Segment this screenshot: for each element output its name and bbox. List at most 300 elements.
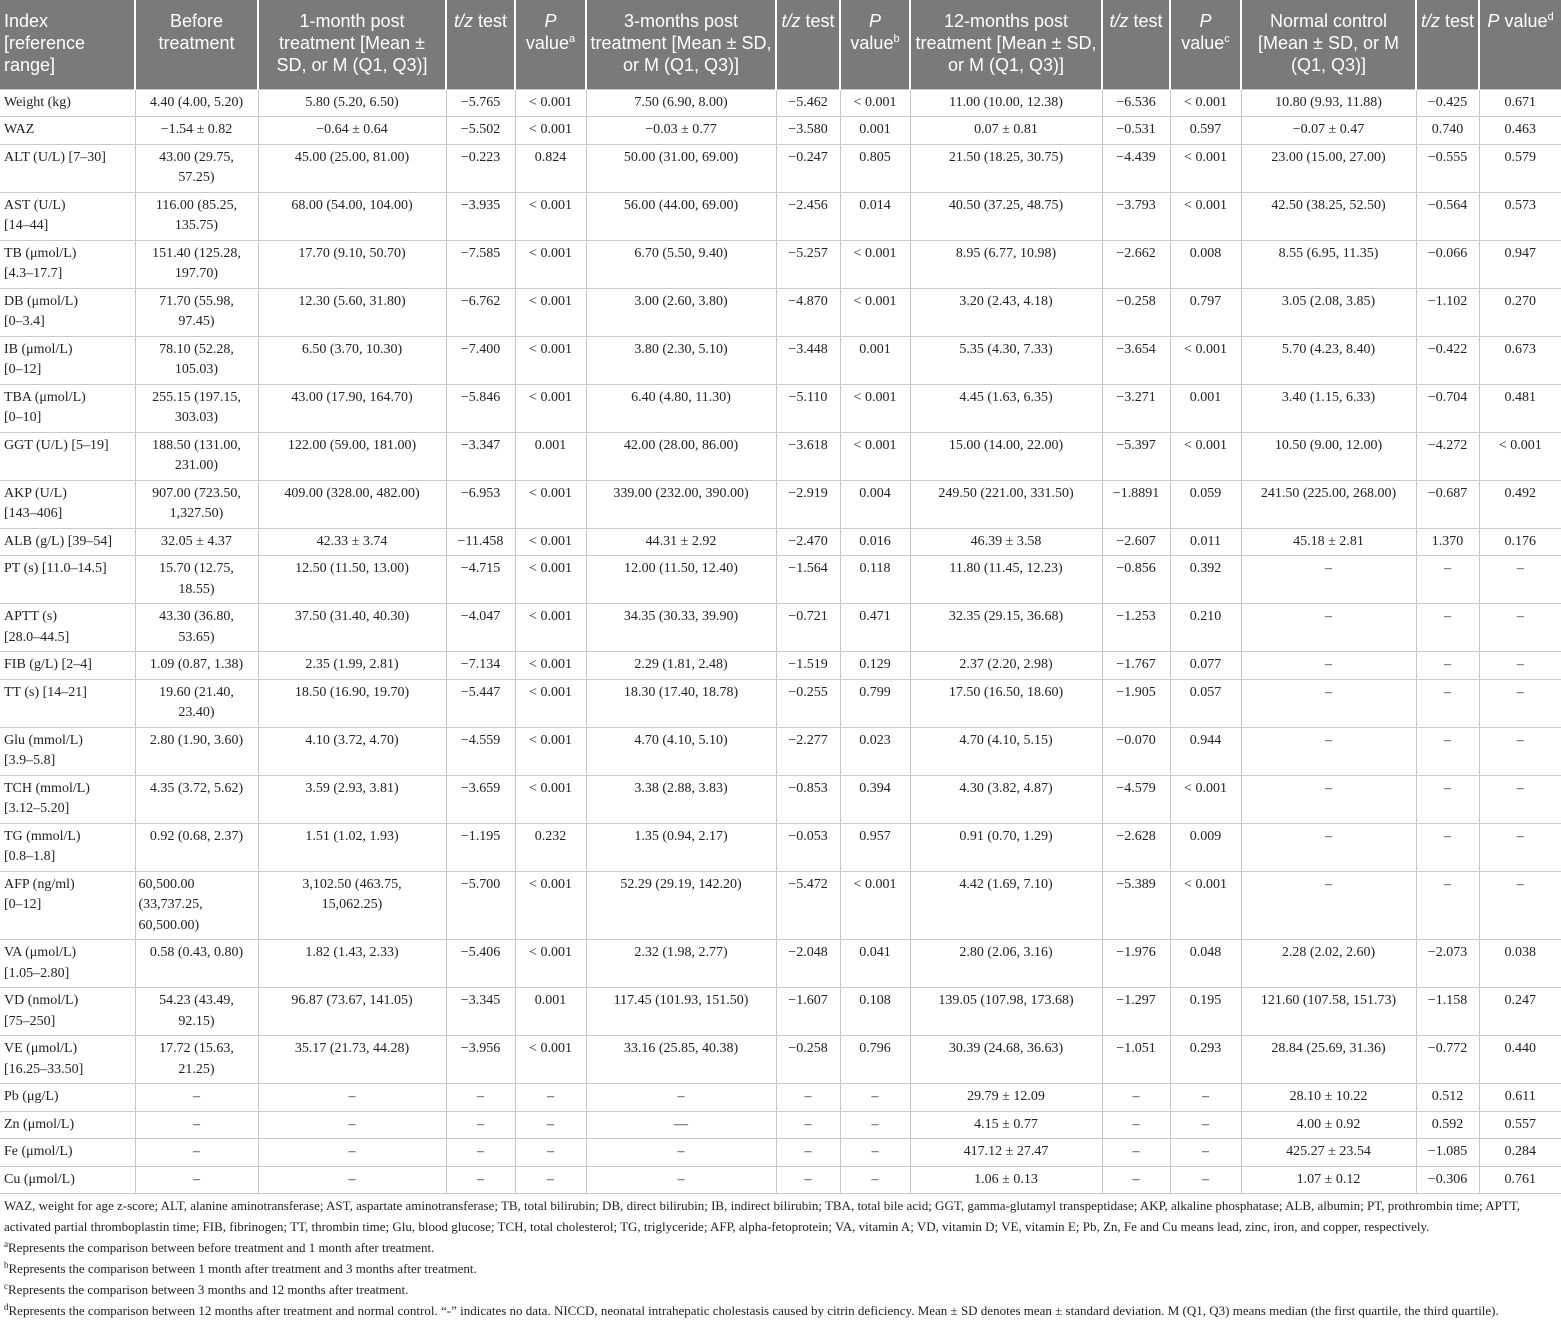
table-cell: 255.15 (197.15, 303.03) — [135, 384, 258, 432]
table-cell: – — [1241, 652, 1416, 680]
table-cell: −1.607 — [776, 988, 840, 1036]
table-cell: 151.40 (125.28, 197.70) — [135, 240, 258, 288]
row-label: TG (mmol/L) [0.8–1.8] — [0, 823, 135, 871]
table-cell: 5.70 (4.23, 8.40) — [1241, 336, 1416, 384]
table-cell: 0.557 — [1479, 1111, 1561, 1139]
table-row — [0, 556, 1561, 604]
table-cell: −0.258 — [776, 1036, 840, 1084]
table-cell: 0.797 — [1170, 288, 1241, 336]
table-cell: −2.470 — [776, 528, 840, 556]
table-cell: −2.662 — [1102, 240, 1170, 288]
table-cell: 10.50 (9.00, 12.00) — [1241, 432, 1416, 480]
table-cell: −2.607 — [1102, 528, 1170, 556]
table-cell: < 0.001 — [515, 528, 586, 556]
table-cell: −3.793 — [1102, 192, 1170, 240]
table-cell: −1.297 — [1102, 988, 1170, 1036]
table-cell: −1.564 — [776, 556, 840, 604]
table-cell: – — [515, 1166, 586, 1194]
row-label: VA (μmol/L) [1.05–2.80] — [0, 940, 135, 988]
table-cell: −5.700 — [446, 871, 515, 940]
table-cell: −0.247 — [776, 144, 840, 192]
table-cell: 0.799 — [840, 679, 910, 727]
table-cell: −0.255 — [776, 679, 840, 727]
row-label: Zn (μmol/L) — [0, 1111, 135, 1139]
table-cell: – — [840, 1166, 910, 1194]
table-cell: 0.048 — [1170, 940, 1241, 988]
table-row — [0, 528, 1561, 556]
table-cell: 12.00 (11.50, 12.40) — [586, 556, 776, 604]
table-row — [0, 652, 1561, 680]
table-cell: −0.687 — [1416, 480, 1479, 528]
table-cell: – — [1479, 652, 1561, 680]
col-tz-4: t/z test — [1416, 0, 1479, 89]
footnote-d: $^d$Represents the comparison between 12 months after treatment and normal control. “-” indicates no data. NICCD, neonatal intrahepatic cholestasis caused by citrin deficiency. Mean ± SD denotes mean ± standard deviation. M (Q1, Q3) means median (the first quartile, the third quartile). — [4, 1302, 1499, 1318]
table-cell: 188.50 (131.00, 231.00) — [135, 432, 258, 480]
table-cell: 0.492 — [1479, 480, 1561, 528]
table-cell: 4.00 ± 0.92 — [1241, 1111, 1416, 1139]
table-cell: −0.853 — [776, 775, 840, 823]
table-cell: 23.00 (15.00, 27.00) — [1241, 144, 1416, 192]
table-cell: 0.001 — [840, 336, 910, 384]
table-cell: 30.39 (24.68, 36.63) — [910, 1036, 1102, 1084]
table-cell: – — [446, 1084, 515, 1112]
table-cell: < 0.001 — [840, 871, 910, 940]
table-cell: −0.053 — [776, 823, 840, 871]
table-cell: 32.05 ± 4.37 — [135, 528, 258, 556]
table-cell: < 0.001 — [1170, 432, 1241, 480]
table-row — [0, 604, 1561, 652]
row-label: DB (μmol/L) [0–3.4] — [0, 288, 135, 336]
table-cell: 241.50 (225.00, 268.00) — [1241, 480, 1416, 528]
table-cell: 29.79 ± 12.09 — [910, 1084, 1102, 1112]
table-cell: – — [258, 1166, 446, 1194]
table-cell: 56.00 (44.00, 69.00) — [586, 192, 776, 240]
table-cell: – — [1241, 679, 1416, 727]
table-cell: 17.50 (16.50, 18.60) — [910, 679, 1102, 727]
table-cell: 19.60 (21.40, 23.40) — [135, 679, 258, 727]
table-cell: 0.512 — [1416, 1084, 1479, 1112]
table-cell: 0.001 — [515, 432, 586, 480]
table-cell: −5.397 — [1102, 432, 1170, 480]
table-cell: −0.564 — [1416, 192, 1479, 240]
table-cell: < 0.001 — [1170, 144, 1241, 192]
table-cell: 5.80 (5.20, 6.50) — [258, 89, 446, 117]
table-cell: 5.35 (4.30, 7.33) — [910, 336, 1102, 384]
row-label: PT (s) [11.0–14.5] — [0, 556, 135, 604]
table-cell: 6.70 (5.50, 9.40) — [586, 240, 776, 288]
table-cell: < 0.001 — [1479, 432, 1561, 480]
table-row — [0, 117, 1561, 145]
table-cell: – — [1479, 727, 1561, 775]
table-row — [0, 823, 1561, 871]
table-cell: 0.394 — [840, 775, 910, 823]
table-cell: 0.92 (0.68, 2.37) — [135, 823, 258, 871]
row-label: AST (U/L) [14–44] — [0, 192, 135, 240]
table-cell: 249.50 (221.00, 331.50) — [910, 480, 1102, 528]
table-cell: – — [1170, 1084, 1241, 1112]
table-cell: 6.50 (3.70, 10.30) — [258, 336, 446, 384]
row-label: IB (μmol/L) [0–12] — [0, 336, 135, 384]
table-cell: – — [446, 1166, 515, 1194]
table-cell: 3,102.50 (463.75, 15,062.25) — [258, 871, 446, 940]
table-cell: 8.55 (6.95, 11.35) — [1241, 240, 1416, 288]
table-cell: −3.659 — [446, 775, 515, 823]
table-cell: −5.502 — [446, 117, 515, 145]
table-cell: 0.008 — [1170, 240, 1241, 288]
table-cell: −1.54 ± 0.82 — [135, 117, 258, 145]
table-cell: 0.210 — [1170, 604, 1241, 652]
row-label: ALT (U/L) [7–30] — [0, 144, 135, 192]
table-cell: 1.51 (1.02, 1.93) — [258, 823, 446, 871]
footnote-c: $^c$Represents the comparison between 3 months and 12 months after treatment. — [4, 1281, 409, 1297]
table-cell: 0.129 — [840, 652, 910, 680]
table-cell: 0.041 — [840, 940, 910, 988]
table-cell: < 0.001 — [515, 940, 586, 988]
table-cell: 3.20 (2.43, 4.18) — [910, 288, 1102, 336]
table-cell: < 0.001 — [515, 556, 586, 604]
table-cell: 1.370 — [1416, 528, 1479, 556]
table-cell: 0.059 — [1170, 480, 1241, 528]
row-label: Pb (μg/L) — [0, 1084, 135, 1112]
table-cell: 0.232 — [515, 823, 586, 871]
table-cell: – — [776, 1111, 840, 1139]
table-cell: 0.195 — [1170, 988, 1241, 1036]
row-label: Glu (mmol/L) [3.9–5.8] — [0, 727, 135, 775]
table-cell: 139.05 (107.98, 173.68) — [910, 988, 1102, 1036]
table-cell: 28.84 (25.69, 31.36) — [1241, 1036, 1416, 1084]
table-cell: −0.531 — [1102, 117, 1170, 145]
table-cell: −5.389 — [1102, 871, 1170, 940]
table-cell: < 0.001 — [515, 288, 586, 336]
table-cell: −1.102 — [1416, 288, 1479, 336]
table-cell: 1.82 (1.43, 2.33) — [258, 940, 446, 988]
table-cell: −3.448 — [776, 336, 840, 384]
col-tz-1: t/z test — [446, 0, 515, 89]
table-cell: 45.18 ± 2.81 — [1241, 528, 1416, 556]
table-cell: −1.158 — [1416, 988, 1479, 1036]
table-cell: 0.011 — [1170, 528, 1241, 556]
table-cell: – — [1416, 652, 1479, 680]
table-cell: 0.611 — [1479, 1084, 1561, 1112]
table-cell: – — [1479, 871, 1561, 940]
table-cell: 40.50 (37.25, 48.75) — [910, 192, 1102, 240]
table-cell: 2.32 (1.98, 2.77) — [586, 940, 776, 988]
row-label: GGT (U/L) [5–19] — [0, 432, 135, 480]
table-cell: 3.00 (2.60, 3.80) — [586, 288, 776, 336]
table-cell: 0.118 — [840, 556, 910, 604]
table-cell: 21.50 (18.25, 30.75) — [910, 144, 1102, 192]
table-cell: 4.35 (3.72, 5.62) — [135, 775, 258, 823]
table-cell: 32.35 (29.15, 36.68) — [910, 604, 1102, 652]
table-cell: – — [1170, 1166, 1241, 1194]
table-cell: −1.905 — [1102, 679, 1170, 727]
table-row — [0, 940, 1561, 988]
table-cell: −3.347 — [446, 432, 515, 480]
table-cell: −5.110 — [776, 384, 840, 432]
table-cell: −4.272 — [1416, 432, 1479, 480]
table-row — [0, 1166, 1561, 1194]
table-cell: 0.58 (0.43, 0.80) — [135, 940, 258, 988]
table-cell: 44.31 ± 2.92 — [586, 528, 776, 556]
table-cell: 907.00 (723.50, 1,327.50) — [135, 480, 258, 528]
table-cell: −1.085 — [1416, 1139, 1479, 1167]
table-cell: 50.00 (31.00, 69.00) — [586, 144, 776, 192]
table-cell: 1.35 (0.94, 2.17) — [586, 823, 776, 871]
table-cell: 1.06 ± 0.13 — [910, 1166, 1102, 1194]
table-cell: −0.64 ± 0.64 — [258, 117, 446, 145]
col-p-b: P value$^b$ — [840, 0, 910, 89]
row-label: TBA (μmol/L) [0–10] — [0, 384, 135, 432]
row-label: Fe (μmol/L) — [0, 1139, 135, 1167]
table-cell: −0.03 ± 0.77 — [586, 117, 776, 145]
table-cell: 8.95 (6.77, 10.98) — [910, 240, 1102, 288]
row-label: TB (μmol/L) [4.3–17.7] — [0, 240, 135, 288]
table-cell: – — [1416, 871, 1479, 940]
table-cell: −1.976 — [1102, 940, 1170, 988]
table-cell: −2.628 — [1102, 823, 1170, 871]
table-cell: < 0.001 — [1170, 871, 1241, 940]
table-cell: −3.654 — [1102, 336, 1170, 384]
table-cell: 17.70 (9.10, 50.70) — [258, 240, 446, 288]
table-cell: 417.12 ± 27.47 — [910, 1139, 1102, 1167]
table-cell: 2.35 (1.99, 2.81) — [258, 652, 446, 680]
table-cell: 17.72 (15.63, 21.25) — [135, 1036, 258, 1084]
table-cell: 0.944 — [1170, 727, 1241, 775]
table-row — [0, 288, 1561, 336]
table-cell: 68.00 (54.00, 104.00) — [258, 192, 446, 240]
table-cell: – — [840, 1084, 910, 1112]
table-row — [0, 480, 1561, 528]
table-cell: −1.8891 — [1102, 480, 1170, 528]
table-cell: 96.87 (73.67, 141.05) — [258, 988, 446, 1036]
table-cell: −6.953 — [446, 480, 515, 528]
col-index: Index [reference range] — [0, 0, 135, 89]
table-cell: 0.009 — [1170, 823, 1241, 871]
table-cell: – — [515, 1084, 586, 1112]
table-cell: – — [515, 1111, 586, 1139]
table-cell: 0.284 — [1479, 1139, 1561, 1167]
table-row — [0, 144, 1561, 192]
footnote-a: $^a$Represents the comparison between before treatment and 1 month after treatment. — [4, 1239, 435, 1255]
table-cell: < 0.001 — [1170, 775, 1241, 823]
table-cell: 0.014 — [840, 192, 910, 240]
table-cell: −0.856 — [1102, 556, 1170, 604]
table-cell: 0.597 — [1170, 117, 1241, 145]
table-cell: – — [776, 1166, 840, 1194]
table-cell: 0.270 — [1479, 288, 1561, 336]
table-cell: 0.293 — [1170, 1036, 1241, 1084]
table-cell: −11.458 — [446, 528, 515, 556]
table-row — [0, 871, 1561, 940]
table-cell: 0.057 — [1170, 679, 1241, 727]
table-cell: −7.585 — [446, 240, 515, 288]
table-cell: < 0.001 — [515, 117, 586, 145]
table-cell: −5.406 — [446, 940, 515, 988]
table-cell: 3.38 (2.88, 3.83) — [586, 775, 776, 823]
table-cell: 0.247 — [1479, 988, 1561, 1036]
table-cell: < 0.001 — [515, 192, 586, 240]
table-cell: 78.10 (52.28, 105.03) — [135, 336, 258, 384]
row-label: AKP (U/L) [143–406] — [0, 480, 135, 528]
table-cell: 18.50 (16.90, 19.70) — [258, 679, 446, 727]
table-cell: < 0.001 — [515, 336, 586, 384]
table-cell: 0.824 — [515, 144, 586, 192]
table-cell: – — [1416, 679, 1479, 727]
table-cell: 43.30 (36.80, 53.65) — [135, 604, 258, 652]
table-cell: −2.048 — [776, 940, 840, 988]
table-cell: 0.392 — [1170, 556, 1241, 604]
table-cell: 37.50 (31.40, 40.30) — [258, 604, 446, 652]
table-cell: 1.09 (0.87, 1.38) — [135, 652, 258, 680]
table-cell: −3.618 — [776, 432, 840, 480]
table-row — [0, 432, 1561, 480]
table-cell: 11.80 (11.45, 12.23) — [910, 556, 1102, 604]
table-cell: 15.70 (12.75, 18.55) — [135, 556, 258, 604]
table-cell: −1.051 — [1102, 1036, 1170, 1084]
table-cell: −5.472 — [776, 871, 840, 940]
table-cell: – — [776, 1084, 840, 1112]
table-cell: −5.447 — [446, 679, 515, 727]
table-cell: 35.17 (21.73, 44.28) — [258, 1036, 446, 1084]
table-cell: — — [586, 1111, 776, 1139]
table-cell: < 0.001 — [840, 384, 910, 432]
table-cell: – — [586, 1084, 776, 1112]
table-cell: −4.439 — [1102, 144, 1170, 192]
table-cell: – — [586, 1166, 776, 1194]
col-p-a: P value$^a$ — [515, 0, 586, 89]
row-label: FIB (g/L) [2–4] — [0, 652, 135, 680]
table-cell: 0.077 — [1170, 652, 1241, 680]
table-cell: −5.257 — [776, 240, 840, 288]
table-cell: – — [258, 1084, 446, 1112]
table-cell: 3.05 (2.08, 3.85) — [1241, 288, 1416, 336]
table-cell: 117.45 (101.93, 151.50) — [586, 988, 776, 1036]
table-row — [0, 1084, 1561, 1112]
table-cell: 3.59 (2.93, 3.81) — [258, 775, 446, 823]
table-cell: 0.573 — [1479, 192, 1561, 240]
table-cell: – — [1241, 823, 1416, 871]
table-row — [0, 240, 1561, 288]
table-cell: 2.29 (1.81, 2.48) — [586, 652, 776, 680]
table-cell: – — [1241, 556, 1416, 604]
table-cell: 54.23 (43.49, 92.15) — [135, 988, 258, 1036]
table-cell: – — [135, 1084, 258, 1112]
table-cell: 116.00 (85.25, 135.75) — [135, 192, 258, 240]
table-cell: 0.440 — [1479, 1036, 1561, 1084]
table-cell: 2.80 (2.06, 3.16) — [910, 940, 1102, 988]
row-label: APTT (s) [28.0–44.5] — [0, 604, 135, 652]
table-footnotes — [0, 1195, 1561, 1321]
table-cell: −1.767 — [1102, 652, 1170, 680]
table-cell: 18.30 (17.40, 18.78) — [586, 679, 776, 727]
table-cell: 4.45 (1.63, 6.35) — [910, 384, 1102, 432]
col-p-c: P value$^c$ — [1170, 0, 1241, 89]
table-cell: – — [1479, 556, 1561, 604]
table-cell: 0.108 — [840, 988, 910, 1036]
table-cell: 42.00 (28.00, 86.00) — [586, 432, 776, 480]
table-row — [0, 336, 1561, 384]
table-cell: – — [840, 1111, 910, 1139]
table-cell: 0.805 — [840, 144, 910, 192]
table-cell: 11.00 (10.00, 12.38) — [910, 89, 1102, 117]
table-cell: 0.001 — [515, 988, 586, 1036]
table-cell: – — [1479, 679, 1561, 727]
table-cell: 0.001 — [1170, 384, 1241, 432]
table-cell: −3.345 — [446, 988, 515, 1036]
table-cell: < 0.001 — [515, 652, 586, 680]
table-cell: – — [1241, 871, 1416, 940]
table-cell: −6.762 — [446, 288, 515, 336]
table-cell: 2.28 (2.02, 2.60) — [1241, 940, 1416, 988]
table-row — [0, 384, 1561, 432]
table-cell: 60,500.00 (33,737.25, 60,500.00) — [135, 871, 258, 940]
table-cell: −0.555 — [1416, 144, 1479, 192]
table-cell: 0.761 — [1479, 1166, 1561, 1194]
table-cell: −0.066 — [1416, 240, 1479, 288]
table-cell: 0.001 — [840, 117, 910, 145]
table-row — [0, 89, 1561, 117]
footnote-abbreviations: WAZ, weight for age z-score; ALT, alanine aminotransferase; AST, aspartate aminotransferase; TB, total bilirubin; DB, direct bilirubin; IB, indirect bilirubin; TBA, total bile acid; GGT, gamma-glutamyl transpeptidase; AKP, alkaline phosphatase; ALB, albumin; PT, prothrombin time; APTT, activated partial thromboplastin time; FIB, fibrinogen; TT, thrombin time; Glu, blood glucose; TCH, total cholesterol; TG, triglyceride; AFP, alpha-fetoprotein; VA, vitamin A; VD, vitamin D; VE, vitamin E; Pb, Zn, Fe and Cu means lead, zinc, iron, and copper, respectively. — [4, 1198, 1520, 1234]
table-cell: – — [258, 1111, 446, 1139]
col-12-months: 12-months post treatment [Mean ± SD, or M (Q1, Q3)] — [910, 0, 1102, 89]
table-cell: – — [135, 1139, 258, 1167]
table-cell: < 0.001 — [515, 727, 586, 775]
table-cell: −3.271 — [1102, 384, 1170, 432]
footnote-b: $^b$Represents the comparison between 1 month after treatment and 3 months after treatment. — [4, 1260, 477, 1276]
table-cell: – — [446, 1139, 515, 1167]
table-cell: −2.456 — [776, 192, 840, 240]
table-cell: 0.481 — [1479, 384, 1561, 432]
table-cell: 3.40 (1.15, 6.33) — [1241, 384, 1416, 432]
table-cell: 46.39 ± 3.58 — [910, 528, 1102, 556]
table-cell: 33.16 (25.85, 40.38) — [586, 1036, 776, 1084]
table-cell: – — [1170, 1111, 1241, 1139]
table-cell: −4.870 — [776, 288, 840, 336]
table-cell: < 0.001 — [515, 679, 586, 727]
table-cell: −0.704 — [1416, 384, 1479, 432]
table-cell: < 0.001 — [840, 288, 910, 336]
table-cell: 1.07 ± 0.12 — [1241, 1166, 1416, 1194]
table-cell: −3.580 — [776, 117, 840, 145]
table-cell: – — [1102, 1139, 1170, 1167]
col-p-d: P value$^d$ — [1479, 0, 1561, 89]
table-cell: 0.471 — [840, 604, 910, 652]
table-row — [0, 1139, 1561, 1167]
table-cell: – — [1416, 727, 1479, 775]
table-row — [0, 192, 1561, 240]
table-cell: 121.60 (107.58, 151.73) — [1241, 988, 1416, 1036]
table-cell: – — [1479, 604, 1561, 652]
table-cell: 42.50 (38.25, 52.50) — [1241, 192, 1416, 240]
col-tz-2: t/z test — [776, 0, 840, 89]
table-cell: −4.047 — [446, 604, 515, 652]
table-cell: −7.134 — [446, 652, 515, 680]
table-cell: 4.10 (3.72, 4.70) — [258, 727, 446, 775]
table-cell: – — [1416, 556, 1479, 604]
table-cell: – — [446, 1111, 515, 1139]
table-cell: 43.00 (29.75, 57.25) — [135, 144, 258, 192]
table-cell: < 0.001 — [515, 604, 586, 652]
col-normal-control: Normal control [Mean ± SD, or M (Q1, Q3)] — [1241, 0, 1416, 89]
table-cell: 0.176 — [1479, 528, 1561, 556]
table-cell: −0.772 — [1416, 1036, 1479, 1084]
table-cell: < 0.001 — [515, 480, 586, 528]
table-header — [0, 0, 1561, 89]
col-before: Before treatment — [135, 0, 258, 89]
table-cell: −4.559 — [446, 727, 515, 775]
table-cell: < 0.001 — [515, 1036, 586, 1084]
table-cell: 4.70 (4.10, 5.15) — [910, 727, 1102, 775]
